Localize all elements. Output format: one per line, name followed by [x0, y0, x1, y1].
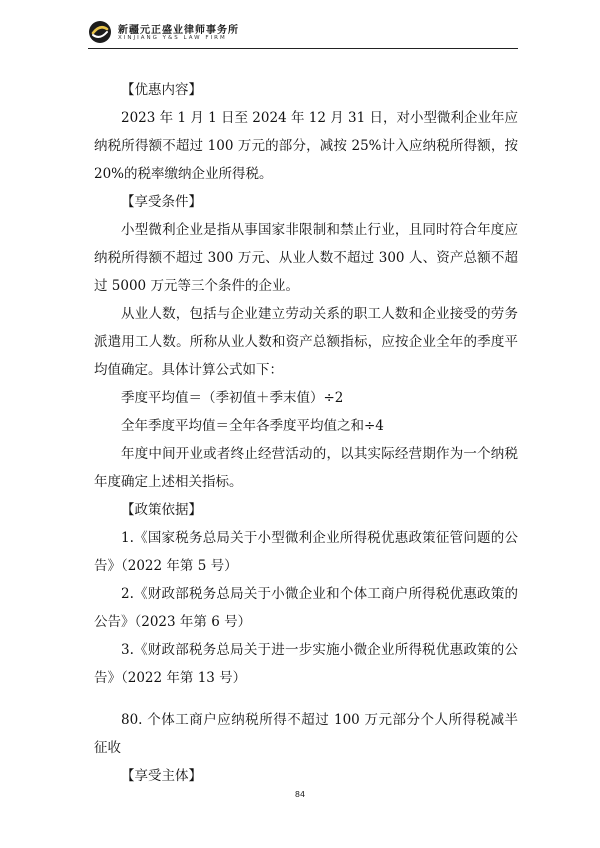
section-heading-conditions: 【享受条件】 — [121, 194, 202, 210]
policy-reference-2: 2.《财政部税务总局关于小微企业和个体工商户所得税优惠政策的公告》（2023 年第 6 号） — [94, 586, 518, 630]
paragraph-benefit-content: 2023 年 1 月 1 日至 2024 年 12 月 31 日，对小型微利企业年应纳税所得额不超过 100 万元的部分，减按 25%计入应纳税所得额，按 20%的税率缴纳企业所得税。 — [94, 110, 518, 182]
section-heading-beneficiary: 【享受主体】 — [121, 768, 202, 784]
paragraph-mid-year: 年度中间开业或者终止经营活动的，以其实际经营期作为一个纳税年度确定上述相关指标。 — [94, 446, 518, 490]
section-heading-policy-basis: 【政策依据】 — [121, 502, 202, 518]
item-80-title: 80. 个体工商户应纳税所得不超过 100 万元部分个人所得税减半征收 — [94, 712, 518, 756]
header-divider — [88, 48, 518, 49]
policy-reference-3: 3.《财政部税务总局关于进一步实施小微企业所得税优惠政策的公告》（2022 年第 13 号） — [94, 642, 518, 686]
page-header — [88, 18, 518, 48]
page-number: 84 — [294, 790, 306, 799]
formula-quarterly-average: 季度平均值＝（季初值＋季末值）÷2 — [121, 390, 344, 406]
formula-annual-average: 全年季度平均值＝全年各季度平均值之和÷4 — [121, 418, 384, 434]
firm-name-cn: 新疆元正盛业律师事务所 — [118, 25, 239, 36]
policy-reference-1: 1.《国家税务总局关于小型微利企业所得税优惠政策征管问题的公告》（2022 年第 5 号） — [94, 530, 518, 574]
paragraph-employee-count: 从业人数，包括与企业建立劳动关系的职工人数和企业接受的劳务派遣用工人数。所称从业人数和资产总额指标，应按企业全年的季度平均值确定。具体计算公式如下： — [94, 306, 518, 378]
paragraph-small-enterprise-definition: 小型微利企业是指从事国家非限制和禁止行业，且同时符合年度应纳税所得额不超过 300 万元、从业人数不超过 300 人、资产总额不超过 5000 万元等三个条件的企业。 — [94, 222, 518, 294]
firm-name-en: XINJIANG Y&S LAW FIRM — [118, 35, 227, 41]
section-heading-benefit: 【优惠内容】 — [121, 82, 202, 98]
firm-logo-icon — [88, 20, 112, 44]
